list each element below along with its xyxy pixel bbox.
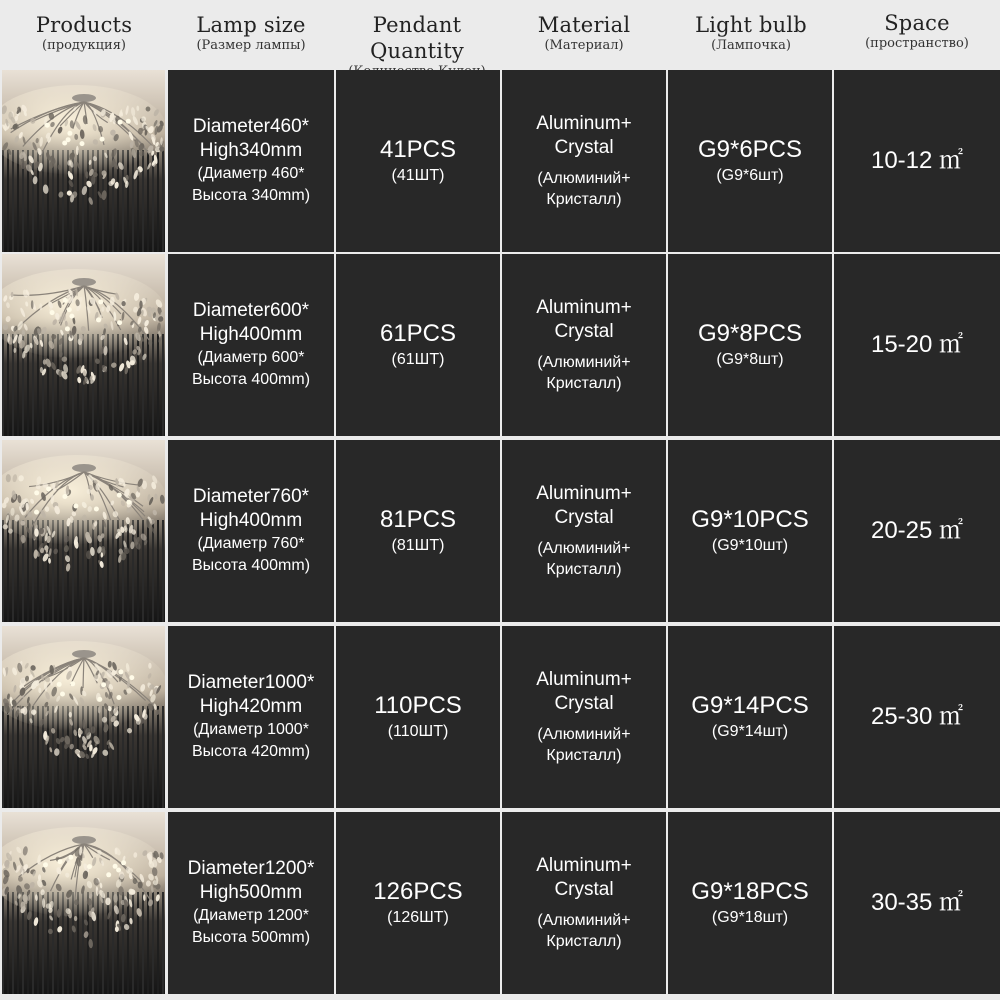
- bulb-value-ru: (G9*18шт): [711, 909, 789, 926]
- header-products: [0, 0, 168, 66]
- lamp-size-cell: [168, 812, 334, 994]
- material-ru1: (Алюминий+: [537, 912, 631, 929]
- lamp-size-cell: [168, 626, 334, 808]
- product-image: [2, 70, 165, 252]
- header-space-label: Space: [884, 11, 950, 35]
- quantity-value: 81PCS: [379, 506, 457, 533]
- material-ru1: (Алюминий+: [537, 354, 631, 371]
- space-value: 20-25 ㎡: [870, 517, 964, 544]
- lamp-size-cell: [168, 254, 334, 436]
- material-line1: Aluminum+: [536, 113, 632, 134]
- size-line1: Diameter1000*: [187, 672, 315, 693]
- material-cell: [502, 626, 666, 808]
- size-ru2: Высота 420mm): [191, 743, 311, 760]
- light-bulb-cell: [668, 440, 832, 622]
- chandelier-illustration: [2, 254, 165, 436]
- size-ru1: (Диаметр 760*: [197, 535, 305, 552]
- chandelier-illustration: [2, 626, 165, 808]
- space-value: 15-20 ㎡: [870, 331, 964, 358]
- material-ru2: Кристалл): [546, 191, 622, 208]
- header-material-label-ru: (Материал): [544, 38, 624, 53]
- size-ru2: Высота 400mm): [191, 557, 311, 574]
- header-material: [500, 0, 668, 66]
- quantity-value: 126PCS: [373, 878, 463, 905]
- bulb-value: G9*18PCS: [691, 878, 809, 905]
- bulb-value: G9*6PCS: [697, 136, 803, 163]
- quantity-value-ru: (61ШТ): [391, 351, 445, 368]
- bulb-value-ru: (G9*6шт): [716, 167, 784, 184]
- quantity-value: 110PCS: [374, 692, 462, 719]
- material-line1: Aluminum+: [536, 669, 632, 690]
- bulb-value: G9*8PCS: [697, 320, 803, 347]
- material-line2: Crystal: [554, 507, 614, 528]
- lamp-size-cell: [168, 70, 334, 252]
- pendant-quantity-cell: [336, 812, 500, 994]
- material-line1: Aluminum+: [536, 297, 632, 318]
- space-cell: [834, 440, 1000, 622]
- product-image: [2, 812, 165, 994]
- quantity-value-ru: (81ШТ): [391, 537, 445, 554]
- light-bulb-cell: [668, 626, 832, 808]
- space-cell: [834, 626, 1000, 808]
- pendant-quantity-cell: [336, 626, 500, 808]
- chandelier-illustration: [2, 812, 165, 994]
- header-lamp-size-label: Lamp size: [196, 13, 306, 37]
- material-line2: Crystal: [554, 693, 614, 714]
- size-ru1: (Диаметр 600*: [197, 349, 305, 366]
- size-ru2: Высота 500mm): [191, 929, 311, 946]
- size-line2: High500mm: [199, 882, 303, 903]
- quantity-value-ru: (110ШТ): [387, 723, 449, 740]
- space-cell: [834, 70, 1000, 252]
- chandelier-illustration: [2, 70, 165, 252]
- size-ru1: (Диаметр 460*: [197, 165, 305, 182]
- material-ru2: Кристалл): [546, 561, 622, 578]
- material-ru2: Кристалл): [546, 933, 622, 950]
- material-line2: Crystal: [554, 879, 614, 900]
- quantity-value-ru: (41ШТ): [391, 167, 445, 184]
- material-line1: Aluminum+: [536, 855, 632, 876]
- table-row: [0, 70, 1000, 252]
- table-row: [0, 440, 1000, 622]
- header-space-label-ru: (пространство): [865, 36, 969, 51]
- pendant-quantity-cell: [336, 70, 500, 252]
- size-line1: Diameter760*: [192, 486, 310, 507]
- bulb-value: G9*10PCS: [691, 506, 809, 533]
- material-ru2: Кристалл): [546, 375, 622, 392]
- header-bulb-label: Light bulb: [695, 13, 807, 37]
- space-value: 25-30 ㎡: [870, 703, 964, 730]
- quantity-value: 41PCS: [379, 136, 457, 163]
- size-line1: Diameter460*: [192, 116, 310, 137]
- material-line1: Aluminum+: [536, 483, 632, 504]
- material-cell: [502, 812, 666, 994]
- size-ru2: Высота 400mm): [191, 371, 311, 388]
- product-image: [2, 626, 165, 808]
- table-header: [0, 0, 1000, 66]
- lamp-size-cell: [168, 440, 334, 622]
- header-bulb-label-ru: (Лампочка): [711, 38, 791, 53]
- size-line1: Diameter600*: [192, 300, 310, 321]
- bulb-value-ru: (G9*8шт): [716, 351, 784, 368]
- header-lamp-size: [168, 0, 334, 66]
- size-ru1: (Диаметр 1000*: [193, 721, 309, 738]
- size-ru1: (Диаметр 1200*: [193, 907, 309, 924]
- header-products-label: Products: [35, 13, 133, 37]
- light-bulb-cell: [668, 70, 832, 252]
- material-line2: Crystal: [554, 137, 614, 158]
- size-line2: High400mm: [199, 324, 303, 345]
- header-products-label-ru: (продукция): [42, 38, 126, 53]
- material-cell: [502, 254, 666, 436]
- material-cell: [502, 440, 666, 622]
- light-bulb-cell: [668, 812, 832, 994]
- table-row: [0, 254, 1000, 436]
- quantity-value: 61PCS: [379, 320, 457, 347]
- light-bulb-cell: [668, 254, 832, 436]
- size-line2: High340mm: [199, 140, 303, 161]
- header-quantity-label: Pendant Quantity: [370, 13, 464, 63]
- material-line2: Crystal: [554, 321, 614, 342]
- quantity-value-ru: (126ШТ): [387, 909, 449, 926]
- space-value: 10-12 ㎡: [870, 147, 964, 174]
- header-material-label: Material: [537, 13, 631, 37]
- space-cell: [834, 812, 1000, 994]
- size-line2: High420mm: [199, 696, 303, 717]
- material-ru1: (Алюминий+: [537, 540, 631, 557]
- size-line2: High400mm: [199, 510, 303, 531]
- product-image: [2, 254, 165, 436]
- header-light-bulb: [668, 0, 834, 66]
- size-line1: Diameter1200*: [187, 858, 315, 879]
- bulb-value-ru: (G9*14шт): [711, 723, 789, 740]
- header-lamp-size-label-ru: (Размер лампы): [196, 38, 306, 53]
- bulb-value-ru: (G9*10шт): [711, 537, 789, 554]
- header-pendant-quantity: [326, 0, 508, 66]
- material-ru2: Кристалл): [546, 747, 622, 764]
- material-ru1: (Алюминий+: [537, 726, 631, 743]
- product-image: [2, 440, 165, 622]
- header-space: [834, 0, 1000, 66]
- pendant-quantity-cell: [336, 440, 500, 622]
- pendant-quantity-cell: [336, 254, 500, 436]
- bulb-value: G9*14PCS: [691, 692, 809, 719]
- material-cell: [502, 70, 666, 252]
- chandelier-illustration: [2, 440, 165, 622]
- table-row: [0, 626, 1000, 808]
- space-cell: [834, 254, 1000, 436]
- material-ru1: (Алюминий+: [537, 170, 631, 187]
- space-value: 30-35 ㎡: [870, 889, 964, 916]
- table-row: [0, 812, 1000, 994]
- size-ru2: Высота 340mm): [191, 187, 311, 204]
